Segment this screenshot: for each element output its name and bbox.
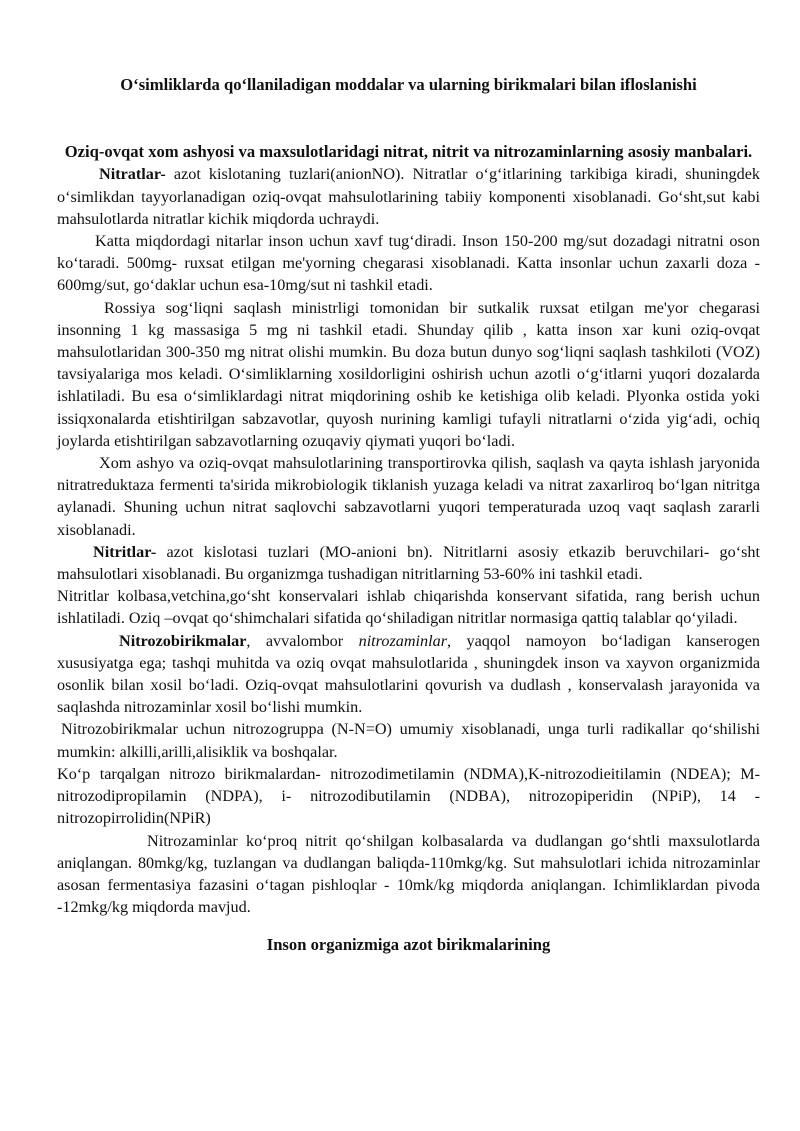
term-nitritlar: Nitritlar-: [93, 542, 157, 561]
term-nitrozaminlar: nitrozaminlar: [358, 631, 448, 650]
paragraph-rossiya: Rossiya sog‘liqni saqlash ministrligi tomonidan bir sutkalik ruxsat etilgan me'yor chegarasi insonning 1 kg massasiga 5 mg ni tashkil etadi. Shunday qilib , katta inson xar kuni oziq-ovqat mahsulotlaridan 300-350 mg nitrat olishi mumkin. Bu doza butun dunyo sog‘liqni saqlash tashkiloti (VOZ) tavsiyalariga mos keladi. O‘simliklarning xosildorligini oshirish uchun azotli o‘g‘itlarni yuqori dozalarda ishlatiladi. Bu esa o‘simliklardagi nitrat miqdorining oshib ke ketishiga olib keladi. Plyonka ostida yoki issiqxonalarda etishtirilgan sabzavotlar, quyosh nurining kamligi tufayli nitratlarni o‘zida yig‘adi, ochiq joylarda etishtirilgan sabzavotlarning ozuqaviy qiymati yuqori bo‘ladi.: [57, 298, 760, 450]
document-title: O‘simliklarda qo‘llaniladigan moddalar va ularning birikmalari bilan ifloslanishi: [120, 75, 697, 94]
paragraph-compounds-list: Ko‘p tarqalgan nitrozo birikmalardan- nitrozodimetilamin (NDMA),K-nitrozodieitilamin (NDEA); M- nitrozodipropilamin (NDPA), i- nitrozodibutilamin (NDBA), nitrozopiperidin (NPiP), 14 -nitrozopirrolidin(NPiR): [57, 764, 760, 828]
paragraph-nitrozobirikmalar-text: , yaqqol namoyon bo‘ladigan kanserogen xususiyatga ega; tashqi muhitda va oziq ovqat mahsulotlarida , shuningdek inson va xayvon organizmida osonlik bilan xosil bo‘ladi. Oziq-ovqat mahsulotlarini qovurish va dudlash , konservalash jarayonida va saqlashda nitrozaminlar xosil bo‘lishi mumkin.: [57, 631, 760, 717]
term-nitrozobirikmalar: Nitrozobirikmalar: [119, 631, 247, 650]
bottom-heading: Inson organizmiga azot birikmalarining: [266, 935, 551, 955]
paragraph-doses: Katta miqdordagi nitarlar inson uchun xavf tug‘diradi. Inson 150-200 mg/sut dozadagi nitratni oson ko‘taradi. 500mg- ruxsat etilgan me'yorning chegarasi xisoblanadi. Katta insonlar uchun zaxarli doza - 600mg/sut, go‘daklar uchun esa-10mg/sut ni tashkil etadi.: [57, 232, 760, 295]
section-title: Oziq-ovqat xom ashyosi va maxsulotlaridagi nitrat, nitrit va nitrozaminlarning asosiy manbalari.: [64, 142, 753, 162]
paragraph-nitritlar-usage: Nitritlar kolbasa,vetchina,go‘sht konservalari ishlab chiqarishda konservant sifatida, rang berish uchun ishlatiladi. Oziq –ovqat qo‘shimchalari sifatida qo‘shiladigan nitritlar normasiga qattiq talablar qo‘yiladi.: [57, 587, 760, 628]
term-nitratlar: Nitratlar-: [99, 165, 166, 184]
paragraph-nitrozogruppa: Nitrozobirikmalar uchun nitrozogruppa (N-N=O) umumiy xisoblanadi, unga turli radikallar qo‘shilishi mumkin: alkilli,arilli,alisiklik va boshqalar.: [57, 720, 760, 761]
paragraph-nitratlar-text: azot kislotaning tuzlari(anionNO). Nitratlar o‘g‘itlarining tarkibiga kiradi, shuningdek o‘simlikdan tayyorlanadigan oziq-ovqat mahsulotlarining tabiiy komponenti xisoblanadi. Go‘sht,sut kabi mahsulotlarda nitratlar kichik miqdorda uchraydi.: [57, 165, 760, 228]
paragraph-nitritlar-text: azot kislotasi tuzlari (MO-anioni bn). Nitritlarni asosiy etkazib beruvchilari- go‘sht mahsulotlari xisoblanadi. Bu organizmga tushadigan nitritlarning 53-60% ini tashkil etadi.: [57, 542, 760, 584]
paragraph-nitritlar: [57, 541, 760, 585]
paragraph-nitrozobirikmalar: [57, 630, 760, 719]
paragraph-nitratlar: [57, 163, 760, 230]
paragraph-nitrozobirikmalar-pre: , avvalombor: [246, 631, 359, 650]
paragraph-xom-ashyo: Xom ashyo va oziq-ovqat mahsulotlarining transportirovka qilish, saqlash va qayta ishlash jaryonida nitratreduktaza fermenti ta'sirida mikrobiologik tiklanish yuzaga keladi va nitrat zaxarliroq bo‘lgan nitritga aylanadi. Shuning uchun nitrat saqlovchi sabzavotlarni yuqori temperaturada uzoq vaqt saqlash zararli xisoblanadi.: [57, 454, 760, 539]
paragraph-nitrozaminlar-levels: Nitrozaminlar ko‘proq nitrit qo‘shilgan kolbasalarda va dudlangan go‘shtli maxsulotlarda aniqlangan. 80mkg/kg, tuzlangan va dudlangan baliqda-110mkg/kg. Sut mahsulotlari ichida nitrozaminlar asosan fermentasiya fazasini o‘tagan pishloqlar - 10mk/kg miqdorda aniqlangan. Ichimliklardan pivoda -12mkg/kg miqdorda mavjud.: [57, 831, 760, 917]
